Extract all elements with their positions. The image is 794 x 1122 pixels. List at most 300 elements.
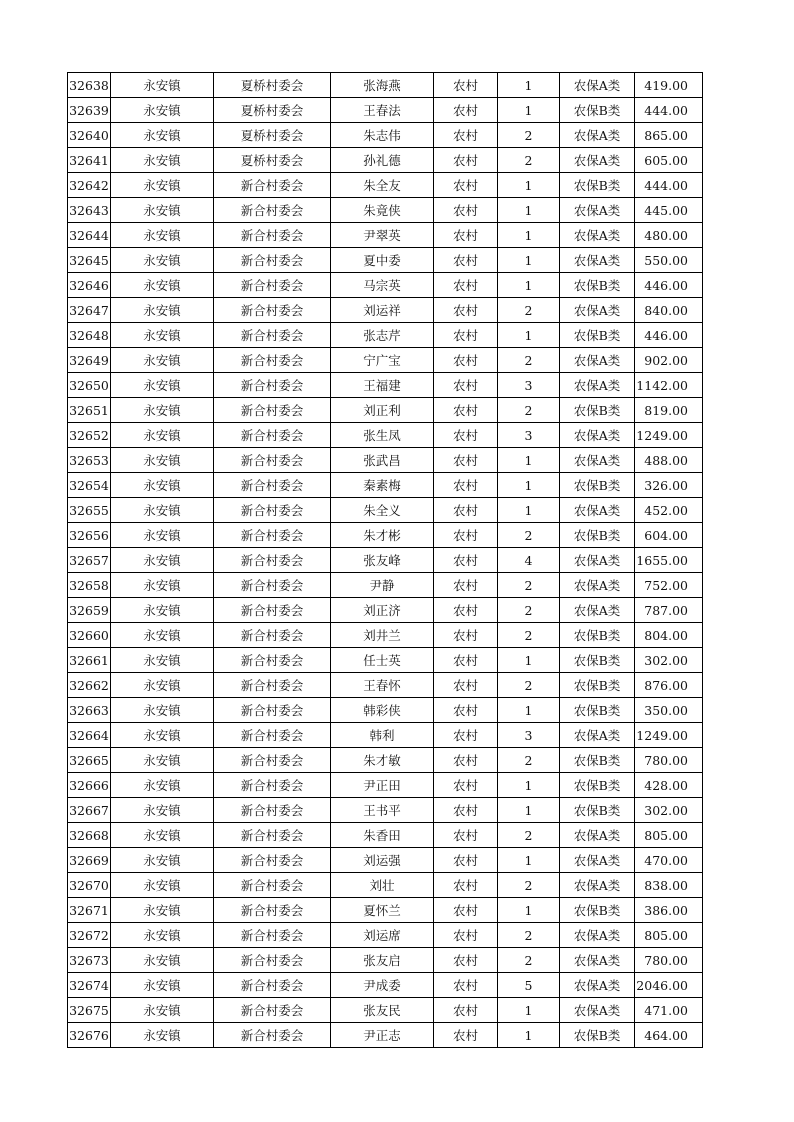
town-cell: 永安镇 (111, 573, 214, 598)
record-id-cell: 32652 (68, 423, 111, 448)
amount-cell: 446.00 (635, 323, 703, 348)
area-type-cell: 农村 (434, 973, 498, 998)
table-row (68, 148, 703, 173)
person-name-cell: 张友峰 (331, 548, 434, 573)
person-name-cell: 夏中委 (331, 248, 434, 273)
household-count-cell: 1 (498, 773, 560, 798)
insurance-category-cell: 农保A类 (560, 123, 635, 148)
person-name-cell: 王春怀 (331, 673, 434, 698)
town-cell: 永安镇 (111, 298, 214, 323)
town-cell: 永安镇 (111, 548, 214, 573)
village-committee-cell: 新合村委会 (214, 223, 331, 248)
insurance-category-cell: 农保A类 (560, 873, 635, 898)
table-row (68, 773, 703, 798)
insurance-category-cell: 农保A类 (560, 848, 635, 873)
area-type-cell: 农村 (434, 323, 498, 348)
household-count-cell: 1 (498, 98, 560, 123)
insurance-category-cell: 农保A类 (560, 73, 635, 98)
village-committee-cell: 夏桥村委会 (214, 73, 331, 98)
household-count-cell: 2 (498, 598, 560, 623)
village-committee-cell: 新合村委会 (214, 848, 331, 873)
amount-cell: 787.00 (635, 598, 703, 623)
insurance-category-cell: 农保A类 (560, 823, 635, 848)
household-count-cell: 1 (498, 498, 560, 523)
record-id-cell: 32666 (68, 773, 111, 798)
record-id-cell: 32669 (68, 848, 111, 873)
household-count-cell: 1 (498, 323, 560, 348)
insurance-category-cell: 农保B类 (560, 648, 635, 673)
record-id-cell: 32667 (68, 798, 111, 823)
town-cell: 永安镇 (111, 373, 214, 398)
household-count-cell: 2 (498, 948, 560, 973)
amount-cell: 452.00 (635, 498, 703, 523)
insurance-category-cell: 农保A类 (560, 448, 635, 473)
table-row (68, 373, 703, 398)
village-committee-cell: 夏桥村委会 (214, 123, 331, 148)
town-cell: 永安镇 (111, 398, 214, 423)
area-type-cell: 农村 (434, 448, 498, 473)
record-id-cell: 32661 (68, 648, 111, 673)
area-type-cell: 农村 (434, 398, 498, 423)
household-count-cell: 2 (498, 673, 560, 698)
amount-cell: 1249.00 (635, 423, 703, 448)
table-row (68, 598, 703, 623)
town-cell: 永安镇 (111, 423, 214, 448)
table-row (68, 898, 703, 923)
insurance-category-cell: 农保A类 (560, 973, 635, 998)
household-count-cell: 2 (498, 123, 560, 148)
town-cell: 永安镇 (111, 148, 214, 173)
village-committee-cell: 新合村委会 (214, 423, 331, 448)
village-committee-cell: 新合村委会 (214, 773, 331, 798)
insurance-category-cell: 农保B类 (560, 798, 635, 823)
insurance-category-cell: 农保A类 (560, 923, 635, 948)
town-cell: 永安镇 (111, 1023, 214, 1048)
table-row (68, 173, 703, 198)
village-committee-cell: 新合村委会 (214, 973, 331, 998)
person-name-cell: 尹翠英 (331, 223, 434, 248)
village-committee-cell: 新合村委会 (214, 673, 331, 698)
village-committee-cell: 新合村委会 (214, 823, 331, 848)
person-name-cell: 王春法 (331, 98, 434, 123)
person-name-cell: 尹静 (331, 573, 434, 598)
village-committee-cell: 新合村委会 (214, 723, 331, 748)
person-name-cell: 王书平 (331, 798, 434, 823)
table-row (68, 448, 703, 473)
area-type-cell: 农村 (434, 698, 498, 723)
table-row (68, 848, 703, 873)
town-cell: 永安镇 (111, 898, 214, 923)
area-type-cell: 农村 (434, 898, 498, 923)
town-cell: 永安镇 (111, 923, 214, 948)
village-committee-cell: 新合村委会 (214, 698, 331, 723)
person-name-cell: 刘壮 (331, 873, 434, 898)
household-count-cell: 1 (498, 898, 560, 923)
person-name-cell: 刘运祥 (331, 298, 434, 323)
record-id-cell: 32658 (68, 573, 111, 598)
amount-cell: 480.00 (635, 223, 703, 248)
record-id-cell: 32674 (68, 973, 111, 998)
record-id-cell: 32662 (68, 673, 111, 698)
household-count-cell: 1 (498, 73, 560, 98)
amount-cell: 804.00 (635, 623, 703, 648)
person-name-cell: 韩彩侠 (331, 698, 434, 723)
insurance-category-cell: 农保A类 (560, 548, 635, 573)
town-cell: 永安镇 (111, 973, 214, 998)
village-committee-cell: 新合村委会 (214, 948, 331, 973)
area-type-cell: 农村 (434, 598, 498, 623)
record-id-cell: 32649 (68, 348, 111, 373)
area-type-cell: 农村 (434, 673, 498, 698)
amount-cell: 386.00 (635, 898, 703, 923)
amount-cell: 1249.00 (635, 723, 703, 748)
amount-cell: 471.00 (635, 998, 703, 1023)
person-name-cell: 张志芹 (331, 323, 434, 348)
table-row (68, 423, 703, 448)
village-committee-cell: 新合村委会 (214, 448, 331, 473)
insurance-category-cell: 农保B类 (560, 323, 635, 348)
amount-cell: 326.00 (635, 473, 703, 498)
area-type-cell: 农村 (434, 998, 498, 1023)
record-id-cell: 32642 (68, 173, 111, 198)
record-id-cell: 32665 (68, 748, 111, 773)
amount-cell: 464.00 (635, 1023, 703, 1048)
area-type-cell: 农村 (434, 773, 498, 798)
person-name-cell: 刘正利 (331, 398, 434, 423)
record-id-cell: 32646 (68, 273, 111, 298)
amount-cell: 780.00 (635, 748, 703, 773)
area-type-cell: 农村 (434, 123, 498, 148)
table-row (68, 73, 703, 98)
insurance-category-cell: 农保A类 (560, 948, 635, 973)
household-count-cell: 2 (498, 298, 560, 323)
village-committee-cell: 新合村委会 (214, 323, 331, 348)
insurance-category-cell: 农保A类 (560, 148, 635, 173)
village-committee-cell: 新合村委会 (214, 373, 331, 398)
record-id-cell: 32676 (68, 1023, 111, 1048)
town-cell: 永安镇 (111, 773, 214, 798)
person-name-cell: 张生凤 (331, 423, 434, 448)
town-cell: 永安镇 (111, 598, 214, 623)
record-id-cell: 32639 (68, 98, 111, 123)
village-committee-cell: 新合村委会 (214, 548, 331, 573)
record-id-cell: 32644 (68, 223, 111, 248)
village-committee-cell: 新合村委会 (214, 598, 331, 623)
person-name-cell: 尹成委 (331, 973, 434, 998)
person-name-cell: 马宗英 (331, 273, 434, 298)
town-cell: 永安镇 (111, 473, 214, 498)
area-type-cell: 农村 (434, 423, 498, 448)
household-count-cell: 1 (498, 223, 560, 248)
person-name-cell: 刘运强 (331, 848, 434, 873)
insurance-category-cell: 农保A类 (560, 298, 635, 323)
table-row (68, 748, 703, 773)
area-type-cell: 农村 (434, 223, 498, 248)
village-committee-cell: 新合村委会 (214, 998, 331, 1023)
record-id-cell: 32647 (68, 298, 111, 323)
town-cell: 永安镇 (111, 798, 214, 823)
village-committee-cell: 新合村委会 (214, 298, 331, 323)
area-type-cell: 农村 (434, 473, 498, 498)
person-name-cell: 刘运席 (331, 923, 434, 948)
insurance-category-cell: 农保B类 (560, 473, 635, 498)
record-id-cell: 32655 (68, 498, 111, 523)
person-name-cell: 秦素梅 (331, 473, 434, 498)
household-count-cell: 2 (498, 923, 560, 948)
table-row (68, 498, 703, 523)
village-committee-cell: 新合村委会 (214, 1023, 331, 1048)
person-name-cell: 朱香田 (331, 823, 434, 848)
record-id-cell: 32648 (68, 323, 111, 348)
household-count-cell: 3 (498, 423, 560, 448)
table-row (68, 723, 703, 748)
person-name-cell: 张武昌 (331, 448, 434, 473)
record-id-cell: 32673 (68, 948, 111, 973)
amount-cell: 445.00 (635, 198, 703, 223)
household-count-cell: 2 (498, 823, 560, 848)
table-row (68, 198, 703, 223)
person-name-cell: 刘正济 (331, 598, 434, 623)
town-cell: 永安镇 (111, 823, 214, 848)
insurance-category-cell: 农保B类 (560, 273, 635, 298)
town-cell: 永安镇 (111, 198, 214, 223)
amount-cell: 1142.00 (635, 373, 703, 398)
amount-cell: 752.00 (635, 573, 703, 598)
village-committee-cell: 新合村委会 (214, 473, 331, 498)
household-count-cell: 1 (498, 798, 560, 823)
record-id-cell: 32656 (68, 523, 111, 548)
area-type-cell: 农村 (434, 98, 498, 123)
record-id-cell: 32651 (68, 398, 111, 423)
amount-cell: 876.00 (635, 673, 703, 698)
record-id-cell: 32670 (68, 873, 111, 898)
amount-cell: 2046.00 (635, 973, 703, 998)
household-count-cell: 1 (498, 848, 560, 873)
table-row (68, 298, 703, 323)
town-cell: 永安镇 (111, 948, 214, 973)
amount-cell: 428.00 (635, 773, 703, 798)
record-id-cell: 32650 (68, 373, 111, 398)
amount-cell: 444.00 (635, 173, 703, 198)
person-name-cell: 朱志伟 (331, 123, 434, 148)
household-count-cell: 3 (498, 373, 560, 398)
amount-cell: 902.00 (635, 348, 703, 373)
village-committee-cell: 夏桥村委会 (214, 98, 331, 123)
person-name-cell: 宁广宝 (331, 348, 434, 373)
person-name-cell: 刘井兰 (331, 623, 434, 648)
person-name-cell: 朱才敏 (331, 748, 434, 773)
area-type-cell: 农村 (434, 948, 498, 973)
area-type-cell: 农村 (434, 498, 498, 523)
town-cell: 永安镇 (111, 98, 214, 123)
village-committee-cell: 新合村委会 (214, 748, 331, 773)
household-count-cell: 1 (498, 198, 560, 223)
area-type-cell: 农村 (434, 248, 498, 273)
person-name-cell: 张友民 (331, 998, 434, 1023)
area-type-cell: 农村 (434, 798, 498, 823)
record-id-cell: 32660 (68, 623, 111, 648)
household-count-cell: 3 (498, 723, 560, 748)
person-name-cell: 张友启 (331, 948, 434, 973)
area-type-cell: 农村 (434, 723, 498, 748)
household-count-cell: 1 (498, 173, 560, 198)
person-name-cell: 朱全义 (331, 498, 434, 523)
household-count-cell: 2 (498, 623, 560, 648)
amount-cell: 350.00 (635, 698, 703, 723)
area-type-cell: 农村 (434, 648, 498, 673)
insurance-category-cell: 农保B类 (560, 98, 635, 123)
amount-cell: 302.00 (635, 798, 703, 823)
area-type-cell: 农村 (434, 873, 498, 898)
person-name-cell: 夏怀兰 (331, 898, 434, 923)
area-type-cell: 农村 (434, 348, 498, 373)
village-committee-cell: 新合村委会 (214, 348, 331, 373)
area-type-cell: 农村 (434, 548, 498, 573)
table-row (68, 823, 703, 848)
table-row (68, 923, 703, 948)
village-committee-cell: 夏桥村委会 (214, 148, 331, 173)
amount-cell: 805.00 (635, 823, 703, 848)
table-row (68, 98, 703, 123)
table-row (68, 798, 703, 823)
person-name-cell: 孙礼德 (331, 148, 434, 173)
table-row (68, 948, 703, 973)
record-id-cell: 32659 (68, 598, 111, 623)
area-type-cell: 农村 (434, 173, 498, 198)
town-cell: 永安镇 (111, 273, 214, 298)
town-cell: 永安镇 (111, 323, 214, 348)
household-count-cell: 2 (498, 573, 560, 598)
town-cell: 永安镇 (111, 448, 214, 473)
area-type-cell: 农村 (434, 1023, 498, 1048)
village-committee-cell: 新合村委会 (214, 798, 331, 823)
insurance-category-cell: 农保A类 (560, 348, 635, 373)
town-cell: 永安镇 (111, 223, 214, 248)
table-row (68, 698, 703, 723)
table-body (68, 73, 703, 1048)
town-cell: 永安镇 (111, 648, 214, 673)
person-name-cell: 王福建 (331, 373, 434, 398)
amount-cell: 838.00 (635, 873, 703, 898)
household-count-cell: 1 (498, 998, 560, 1023)
household-count-cell: 2 (498, 348, 560, 373)
area-type-cell: 农村 (434, 923, 498, 948)
table-row (68, 998, 703, 1023)
record-id-cell: 32654 (68, 473, 111, 498)
insurance-category-cell: 农保A类 (560, 598, 635, 623)
town-cell: 永安镇 (111, 998, 214, 1023)
household-count-cell: 1 (498, 1023, 560, 1048)
insurance-category-cell: 农保A类 (560, 373, 635, 398)
area-type-cell: 农村 (434, 273, 498, 298)
benefit-table (67, 72, 703, 1048)
town-cell: 永安镇 (111, 673, 214, 698)
area-type-cell: 农村 (434, 523, 498, 548)
record-id-cell: 32638 (68, 73, 111, 98)
area-type-cell: 农村 (434, 848, 498, 873)
amount-cell: 840.00 (635, 298, 703, 323)
insurance-category-cell: 农保A类 (560, 498, 635, 523)
town-cell: 永安镇 (111, 848, 214, 873)
person-name-cell: 韩利 (331, 723, 434, 748)
insurance-category-cell: 农保A类 (560, 248, 635, 273)
table-row (68, 348, 703, 373)
area-type-cell: 农村 (434, 623, 498, 648)
household-count-cell: 1 (498, 648, 560, 673)
town-cell: 永安镇 (111, 873, 214, 898)
town-cell: 永安镇 (111, 523, 214, 548)
record-id-cell: 32675 (68, 998, 111, 1023)
table-row (68, 548, 703, 573)
table-row (68, 323, 703, 348)
record-id-cell: 32641 (68, 148, 111, 173)
village-committee-cell: 新合村委会 (214, 623, 331, 648)
insurance-category-cell: 农保B类 (560, 773, 635, 798)
record-id-cell: 32668 (68, 823, 111, 848)
amount-cell: 604.00 (635, 523, 703, 548)
area-type-cell: 农村 (434, 573, 498, 598)
table-row (68, 1023, 703, 1048)
town-cell: 永安镇 (111, 748, 214, 773)
town-cell: 永安镇 (111, 173, 214, 198)
amount-cell: 780.00 (635, 948, 703, 973)
person-name-cell: 尹正志 (331, 1023, 434, 1048)
record-id-cell: 32664 (68, 723, 111, 748)
village-committee-cell: 新合村委会 (214, 573, 331, 598)
insurance-category-cell: 农保A类 (560, 423, 635, 448)
area-type-cell: 农村 (434, 298, 498, 323)
insurance-category-cell: 农保A类 (560, 998, 635, 1023)
village-committee-cell: 新合村委会 (214, 248, 331, 273)
table-row (68, 273, 703, 298)
household-count-cell: 1 (498, 473, 560, 498)
household-count-cell: 4 (498, 548, 560, 573)
record-id-cell: 32643 (68, 198, 111, 223)
table-row (68, 623, 703, 648)
insurance-category-cell: 农保A类 (560, 198, 635, 223)
insurance-category-cell: 农保B类 (560, 398, 635, 423)
village-committee-cell: 新合村委会 (214, 173, 331, 198)
household-count-cell: 1 (498, 698, 560, 723)
household-count-cell: 2 (498, 148, 560, 173)
area-type-cell: 农村 (434, 73, 498, 98)
record-id-cell: 32663 (68, 698, 111, 723)
person-name-cell: 张海燕 (331, 73, 434, 98)
insurance-category-cell: 农保B类 (560, 173, 635, 198)
town-cell: 永安镇 (111, 498, 214, 523)
amount-cell: 1655.00 (635, 548, 703, 573)
town-cell: 永安镇 (111, 73, 214, 98)
insurance-category-cell: 农保B类 (560, 673, 635, 698)
village-committee-cell: 新合村委会 (214, 498, 331, 523)
record-id-cell: 32672 (68, 923, 111, 948)
insurance-category-cell: 农保B类 (560, 748, 635, 773)
insurance-category-cell: 农保B类 (560, 623, 635, 648)
amount-cell: 444.00 (635, 98, 703, 123)
village-committee-cell: 新合村委会 (214, 398, 331, 423)
village-committee-cell: 新合村委会 (214, 923, 331, 948)
town-cell: 永安镇 (111, 623, 214, 648)
amount-cell: 446.00 (635, 273, 703, 298)
village-committee-cell: 新合村委会 (214, 873, 331, 898)
town-cell: 永安镇 (111, 248, 214, 273)
person-name-cell: 朱全友 (331, 173, 434, 198)
table-row (68, 223, 703, 248)
amount-cell: 805.00 (635, 923, 703, 948)
household-count-cell: 2 (498, 523, 560, 548)
area-type-cell: 农村 (434, 373, 498, 398)
village-committee-cell: 新合村委会 (214, 198, 331, 223)
